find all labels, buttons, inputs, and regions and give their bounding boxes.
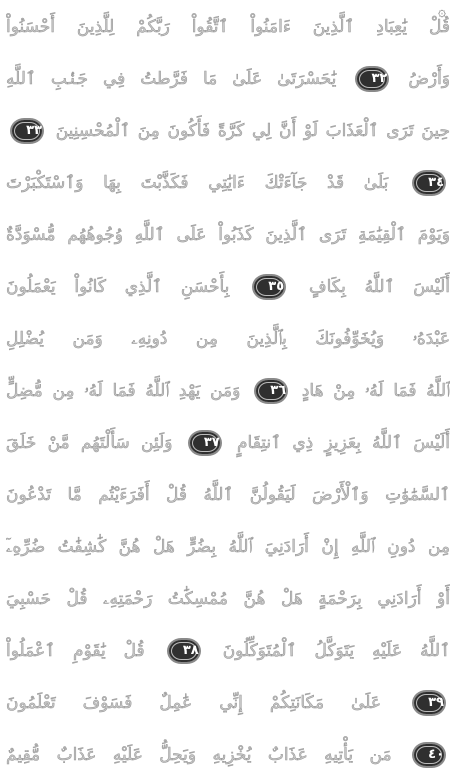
verse-text: ٱللَّهُ فَمَا لَهُۥ مِنْ هَادٍ (301, 381, 450, 401)
ayah-number-marker: ٣٨ (167, 638, 201, 664)
verse-line (6, 678, 450, 730)
verse-line (6, 522, 450, 574)
ayah-number-marker: ٣٧ (188, 430, 222, 456)
verse-line (6, 106, 450, 158)
verse-text: مِن دُونِ ٱللَّهِ إِنْ أَرَادَنِيَ ٱللَّهُ بِضُرٍّ هَلْ هُنَّ كَٰشِفَٰتُ ضُرِّهِۦٓ (6, 537, 450, 557)
verse-line (6, 730, 450, 782)
verse-text: أَلَيْسَ ٱللَّهُ بِعَزِيزٍ ذِي ٱنتِقَامٍ (237, 433, 450, 453)
verse-text: عَبْدَهُۥ وَيُخَوِّفُونَكَ بِٱلَّذِينَ مِن دُونِهِۦ وَمَن يُضْلِلِ (6, 329, 450, 349)
verse-text: مَن يَأْتِيهِ عَذَابٌ يُخْزِيهِ وَيَحِلُّ عَلَيْهِ عَذَابٌ مُّقِيمٌ (6, 745, 392, 765)
verse-line (6, 574, 450, 626)
verse-line (6, 470, 450, 522)
verse-text: ٱلسَّمَٰوَٰتِ وَٱلْأَرْضَ لَيَقُولُنَّ ٱللَّهُ قُلْ أَفَرَءَيْتُم مَّا تَدْعُونَ (6, 485, 450, 505)
verse-text: يَٰحَسْرَتَىٰ عَلَىٰ مَا فَرَّطتُ فِي جَنۢبِ ٱللَّهِ (6, 69, 337, 89)
ayah-number-marker: ٣٢ (355, 66, 389, 92)
verse-lines (6, 2, 450, 782)
rub-el-hizb-icon: ۞ (437, 4, 447, 20)
ayah-number-marker: ٣٥ (252, 274, 286, 300)
verse-text: قُلْ يَٰعِبَادِ ٱلَّذِينَ ءَامَنُواْ ٱتَّقُواْ رَبَّكُمْ لِلَّذِينَ أَحْسَنُواْ (6, 17, 450, 37)
verse-text: قُلْ يَٰقَوْمِ ٱعْمَلُواْ (6, 641, 145, 661)
verse-line (6, 2, 450, 54)
verse-line (6, 158, 450, 210)
ayah-number-marker: ٣٣ (10, 118, 44, 144)
verse-line (6, 366, 450, 418)
verse-line (6, 54, 450, 106)
ayah-number-marker: ٣٦ (254, 378, 288, 404)
verse-text: ٱللَّهُ عَلَيْهِ يَتَوَكَّلُ ٱلْمُتَوَكِّلُونَ (222, 641, 450, 661)
verse-text: حِينَ تَرَى ٱلْعَذَابَ لَوْ أَنَّ لِي كَرَّةً فَأَكُونَ مِنَ ٱلْمُحْسِنِينَ (55, 121, 450, 141)
ayah-number-marker: ٣٩ (412, 690, 446, 716)
verse-line (6, 626, 450, 678)
ayah-number-marker: ٣٤ (412, 170, 446, 196)
verse-text: وَأَرْضُ (408, 69, 450, 89)
verse-line (6, 210, 450, 262)
verse-text: وَلَئِن سَأَلْتَهُم مَّنْ خَلَقَ (6, 433, 173, 453)
ayah-number-marker: ٤٠ (412, 742, 446, 768)
verse-text: أَوْ أَرَادَنِي بِرَحْمَةٍ هَلْ هُنَّ مُمْسِكَٰتُ رَحْمَتِهِۦ قُلْ حَسْبِيَ (6, 589, 450, 609)
verse-text: بَلَىٰ قَدْ جَآءَتْكَ ءَايَٰتِي فَكَذَّبْتَ بِهَا وَٱسْتَكْبَرْتَ (6, 173, 389, 193)
verse-text: أَلَيْسَ ٱللَّهُ بِكَافٍ (308, 277, 450, 297)
verse-line (6, 262, 450, 314)
verse-text: عَلَىٰ مَكَانَتِكُمْ إِنِّي عَٰمِلٌ فَسَوْفَ تَعْلَمُونَ (6, 693, 381, 713)
verse-text: وَيَوْمَ ٱلْقِيَٰمَةِ تَرَى ٱلَّذِينَ كَذَبُواْ عَلَى ٱللَّهِ وُجُوهُهُم مُّسْوَدَّةٌ (6, 225, 450, 245)
verse-line (6, 418, 450, 470)
verse-text: بِأَحْسَنِ ٱلَّذِي كَانُواْ يَعْمَلُونَ (6, 277, 230, 297)
verse-line (6, 314, 450, 366)
verse-text: وَمَن يَهْدِ ٱللَّهُ فَمَا لَهُۥ مِن مُّضِلٍّ (6, 381, 241, 401)
